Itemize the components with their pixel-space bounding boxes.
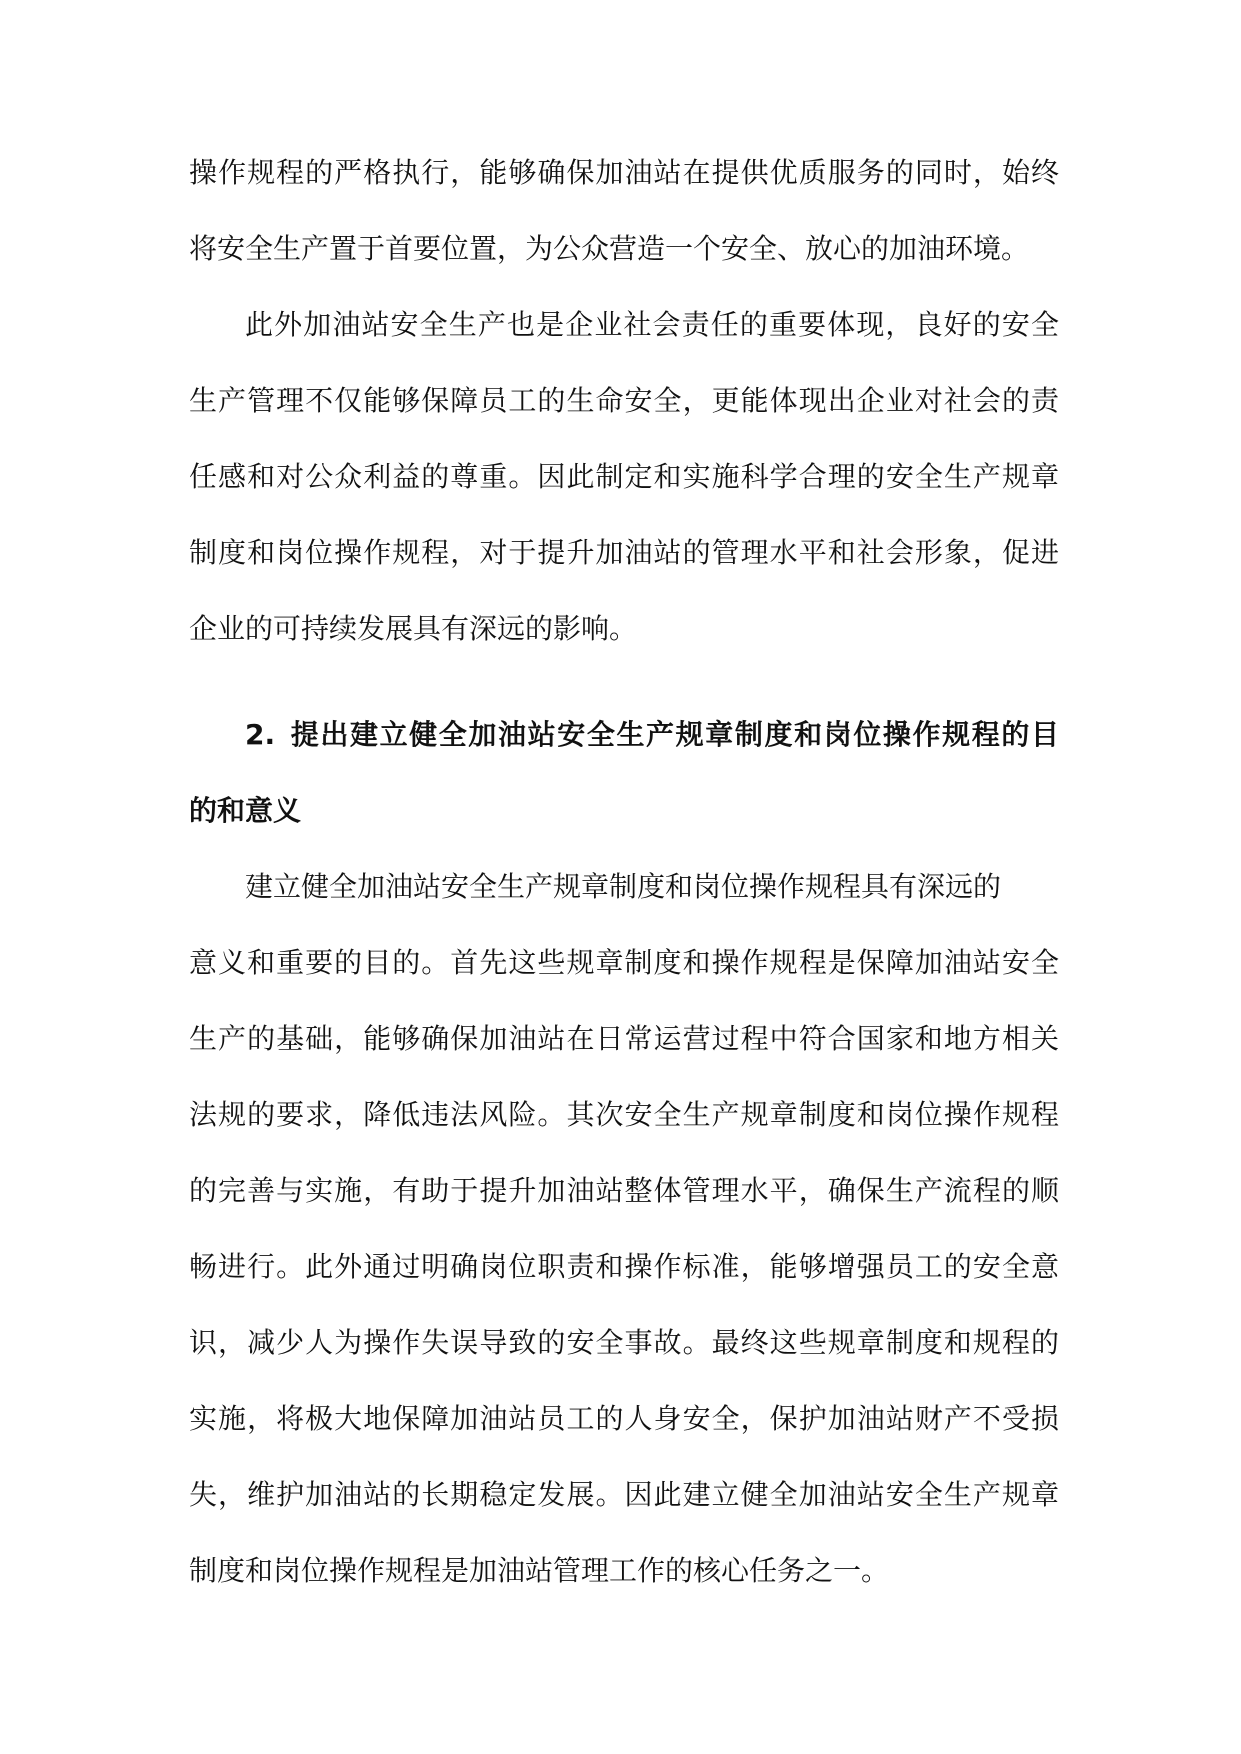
paragraph-line: 的完善与实施，有助于提升加油站整体管理水平，确保生产流程的顺 — [189, 1174, 1059, 1207]
paragraph-line: 畅进行。此外通过明确岗位职责和操作标准，能够增强员工的安全意 — [189, 1250, 1059, 1283]
paragraph-line: 实施，将极大地保障加油站员工的人身安全，保护加油站财产不受损 — [189, 1402, 1059, 1435]
document-body — [189, 145, 1059, 1619]
section-spacer — [189, 677, 1059, 707]
paragraph-line: 失，维护加油站的长期稳定发展。因此建立健全加油站安全生产规章 — [189, 1478, 1059, 1511]
paragraph-2 — [189, 297, 1059, 677]
paragraph-line: 意义和重要的目的。首先这些规章制度和操作规程是保障加油站安全 — [189, 946, 1059, 979]
section-heading-line: 的和意义 — [189, 794, 302, 827]
paragraph-line: 制度和岗位操作规程是加油站管理工作的核心任务之一。 — [189, 1554, 890, 1587]
paragraph-line: 此外加油站安全生产也是企业社会责任的重要体现，良好的安全 — [245, 308, 1059, 341]
paragraph-line: 任感和对公众利益的尊重。因此制定和实施科学合理的安全生产规章 — [189, 460, 1059, 493]
paragraph-line: 识，减少人为操作失误导致的安全事故。最终这些规章制度和规程的 — [189, 1326, 1059, 1359]
paragraph-line: 将安全生产置于首要位置，为公众营造一个安全、放心的加油环境。 — [189, 232, 1030, 265]
paragraph-3 — [189, 859, 1059, 1619]
paragraph-line: 制度和岗位操作规程，对于提升加油站的管理水平和社会形象，促进 — [189, 536, 1059, 569]
section-heading-line: 提出建立健全加油站安全生产规章制度和岗位操作规程的目 — [289, 718, 1059, 751]
paragraph-line: 企业的可持续发展具有深远的影响。 — [189, 612, 638, 645]
paragraph-line: 生产管理不仅能够保障员工的生命安全，更能体现出企业对社会的责 — [189, 384, 1059, 417]
paragraph-line: 法规的要求，降低违法风险。其次安全生产规章制度和岗位操作规程 — [189, 1098, 1059, 1131]
section-number: 2. — [245, 718, 276, 751]
section-heading — [189, 707, 1059, 859]
paragraph-line: 建立健全加油站安全生产规章制度和岗位操作规程具有深远的 — [245, 870, 1002, 903]
paragraph-1 — [189, 145, 1059, 297]
paragraph-line: 生产的基础，能够确保加油站在日常运营过程中符合国家和地方相关 — [189, 1022, 1059, 1055]
paragraph-line: 操作规程的严格执行，能够确保加油站在提供优质服务的同时，始终 — [189, 156, 1059, 189]
